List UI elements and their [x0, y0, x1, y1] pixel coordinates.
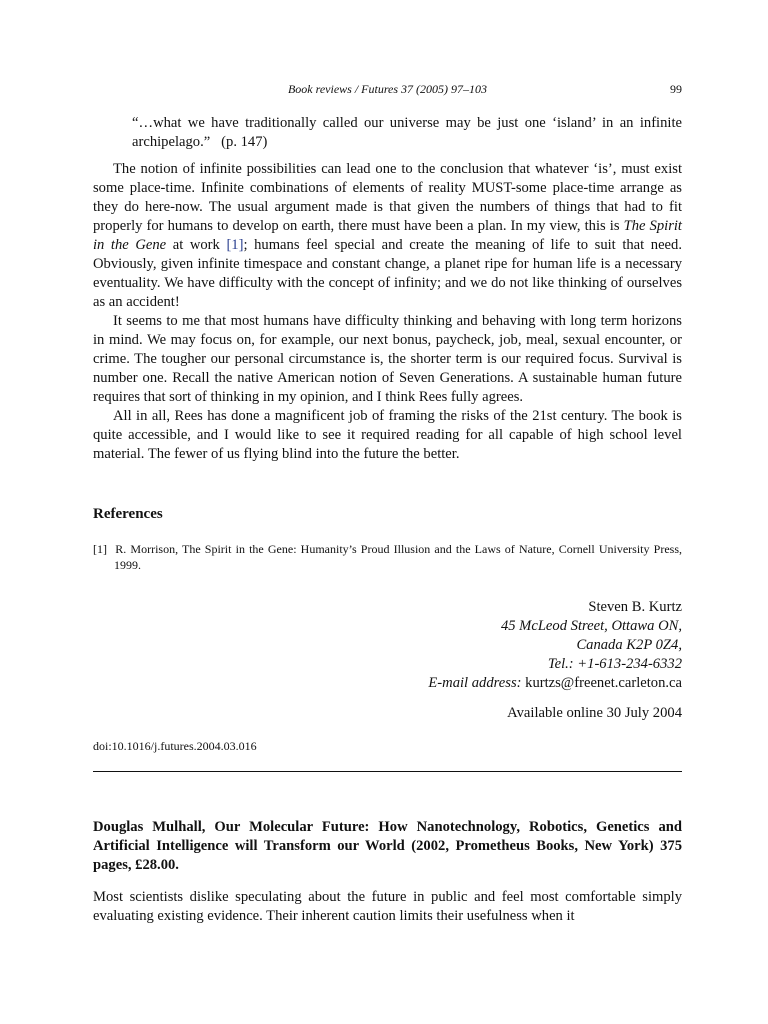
- paragraph-1-text-b: at work: [172, 237, 220, 253]
- available-online-date: Available online 30 July 2004: [507, 705, 682, 721]
- reference-text: R. Morrison, The Spirit in the Gene: Humanity’s Proud Illusion and the Laws of Nature, Cornell University Press, 1999.: [114, 542, 682, 572]
- book-title: The Spirit in the Gene: [93, 218, 682, 253]
- references-heading: References: [93, 506, 163, 522]
- block-quote: [132, 114, 682, 152]
- next-review-intro: Most scientists dislike speculating about the future in public and feel most comfortable simply evaluating existing evidence. Their inherent caution limits their usefulness when it: [93, 889, 682, 924]
- running-head: [93, 82, 682, 98]
- running-title: Book reviews / Futures 37 (2005) 97–103: [287, 82, 488, 96]
- next-review-heading: Douglas Mulhall, Our Molecular Future: How Nanotechnology, Robotics, Genetics and Artificial Intelligence will Transform our World (2002, Prometheus Books, New York) 375 pages, £28.00.: [93, 819, 682, 873]
- author-signature: [428, 598, 682, 693]
- author-email[interactable]: kurtzs@freenet.carleton.ca: [525, 675, 682, 691]
- author-address-line-2: Canada K2P 0Z4,: [576, 637, 682, 653]
- section-divider: [93, 771, 682, 772]
- paragraph-1-text-c: ; humans feel special and create the meaning of life to suit that need. Obviously, given infinite timespace and constant change, a planet ripe for human life is a necessary eventuality. We have difficulty with the concept of infinity; and we do not like thinking of ourselves as an accident!: [93, 237, 682, 310]
- paragraph-1-text-a: The notion of infinite possibilities can lead one to the conclusion that whatever ‘is’, must exist some place-time. Infinite combinations of elements of reality MUST-some place-time arrange as they do here-now. The usual argument made is that given the numbers of things that had to fit properly for humans to develop on earth, there must have been a plan. In my view, this is: [93, 161, 682, 234]
- author-address-line-1: 45 McLeod Street, Ottawa ON,: [500, 618, 682, 634]
- author-telephone: Tel.: +1-613-234-6332: [547, 656, 682, 672]
- quote-text: “…what we have traditionally called our universe may be just one ‘island’ in an infinite archipelago.”: [132, 115, 682, 150]
- author-name: Steven B. Kurtz: [588, 599, 682, 615]
- reference-label: [1]: [93, 542, 107, 556]
- reference-link-1[interactable]: [1]: [226, 237, 244, 253]
- page-number: 99: [670, 82, 682, 96]
- quote-citation: (p. 147): [221, 134, 268, 150]
- reference-item: [93, 541, 682, 573]
- paragraph-1: [93, 160, 682, 312]
- review-body: [93, 160, 682, 464]
- paragraph-3: All in all, Rees has done a magnificent job of framing the risks of the 21st century. The book is quite accessible, and I would like to see it required reading for all capable of high school level material. The fewer of us flying blind into the future the better.: [93, 408, 682, 462]
- doi-link[interactable]: doi:10.1016/j.futures.2004.03.016: [93, 739, 257, 753]
- paragraph-2: It seems to me that most humans have difficulty thinking and behaving with long term horizons in mind. We may focus on, for example, our next bonus, paycheck, job, meal, sexual encounter, or crime. The tougher our personal circumstance is, the shorter term is our required focus. Survival is number one. Recall the native American notion of Seven Generations. A sustainable human future requires that sort of thinking in my opinion, and I think Rees fully agrees.: [93, 313, 682, 405]
- email-label: E-mail address:: [428, 675, 522, 691]
